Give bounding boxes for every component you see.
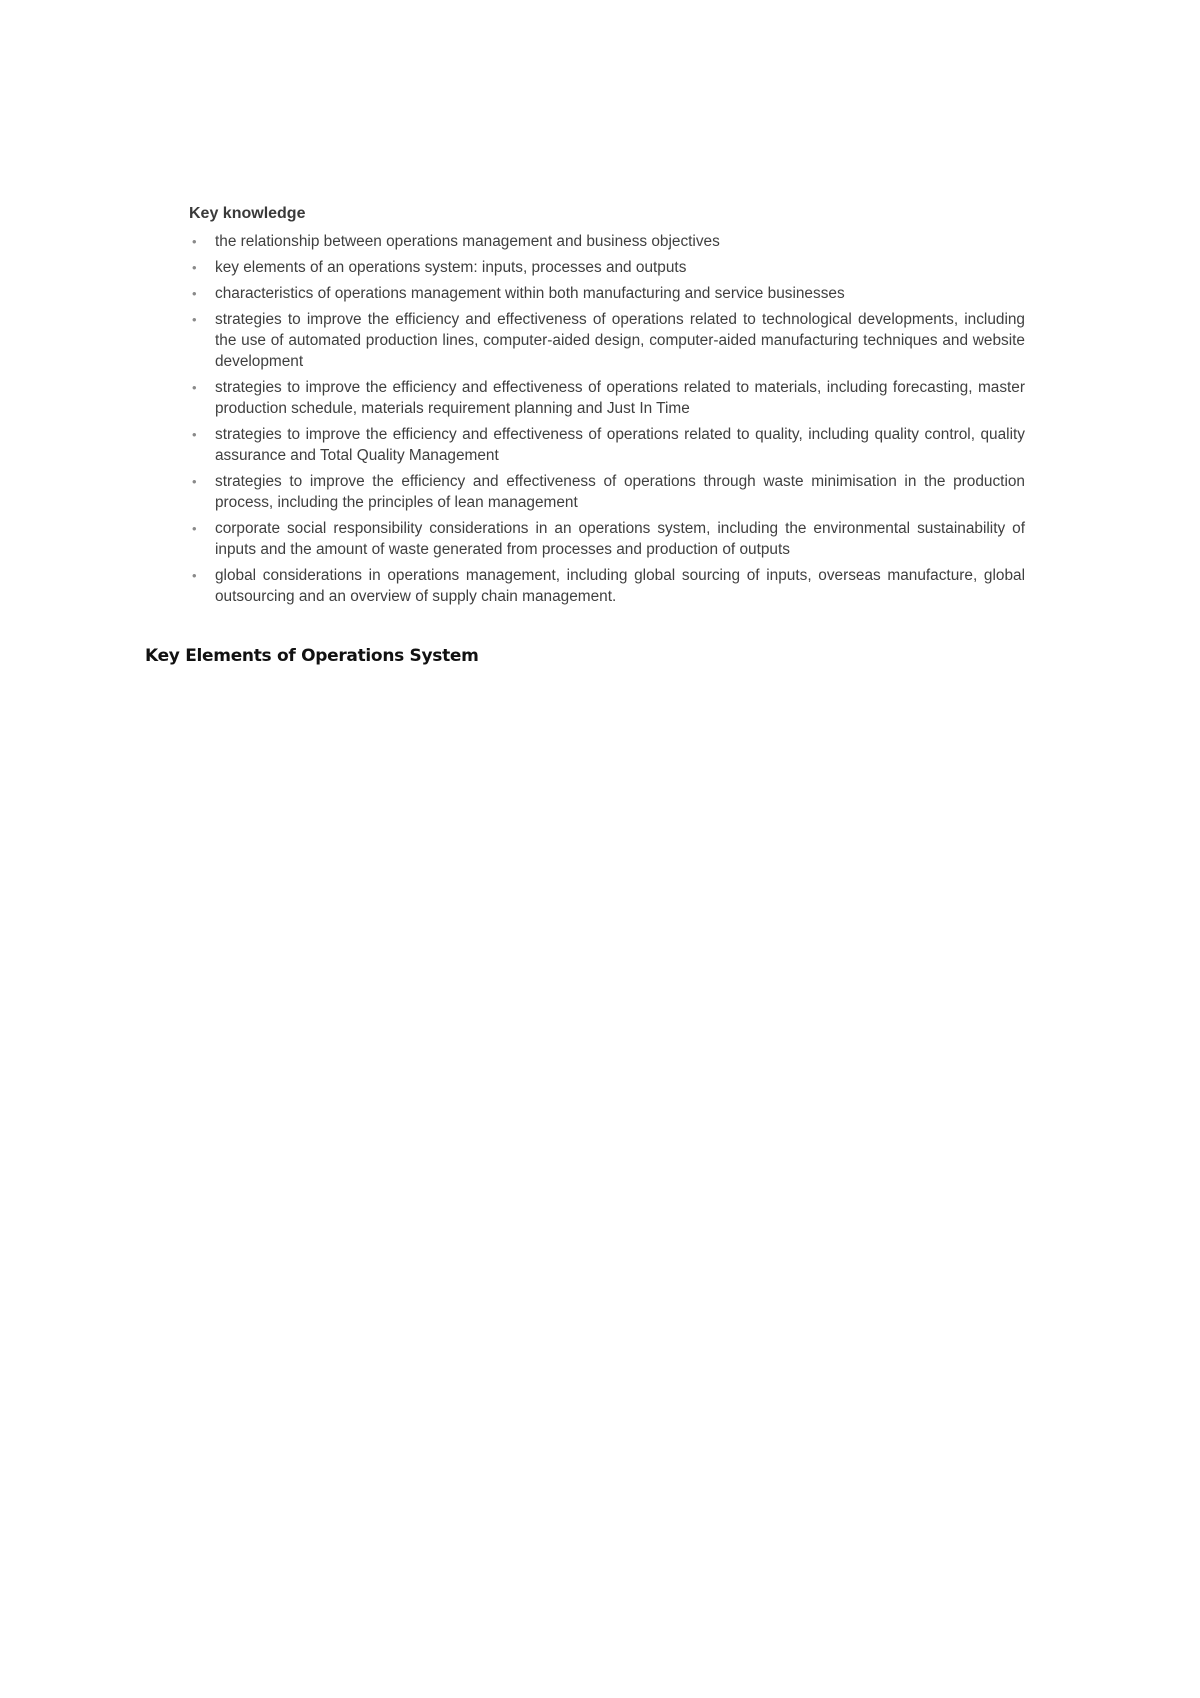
list-item — [189, 377, 1025, 419]
list-item-text: strategies to improve the efficiency and effectiveness of operations related to quality, including quality control, quality assurance and Total Quality Management — [215, 426, 1025, 464]
bullet-icon: • — [192, 260, 197, 275]
list-item — [189, 565, 1025, 607]
bullet-icon: • — [192, 312, 197, 327]
key-knowledge-list — [189, 231, 1025, 607]
list-item-text: corporate social responsibility considerations in an operations system, including the environmental sustainability of inputs and the amount of waste generated from processes and production of outputs — [215, 520, 1025, 558]
bullet-icon: • — [192, 427, 197, 442]
list-item-text: strategies to improve the efficiency and effectiveness of operations related to materials, including forecasting, master production schedule, materials requirement planning and Just In Time — [215, 379, 1025, 417]
bullet-icon: • — [192, 521, 197, 536]
bullet-icon: • — [192, 286, 197, 301]
list-item-text: global considerations in operations management, including global sourcing of inputs, overseas manufacture, global outsourcing and an overview of supply chain management. — [215, 567, 1025, 605]
key-knowledge-block — [189, 204, 1025, 612]
list-item — [189, 518, 1025, 560]
list-item-text: key elements of an operations system: inputs, processes and outputs — [215, 259, 687, 276]
list-item-text: strategies to improve the efficiency and effectiveness of operations through waste minimisation in the production process, including the principles of lean management — [215, 473, 1025, 511]
list-item-text: characteristics of operations management within both manufacturing and service businesses — [215, 285, 845, 302]
bullet-icon: • — [192, 474, 197, 489]
key-knowledge-heading: Key knowledge — [189, 205, 306, 222]
bullet-icon: • — [192, 380, 197, 395]
list-item — [189, 231, 1025, 252]
list-item — [189, 309, 1025, 372]
list-item — [189, 471, 1025, 513]
list-item-text: strategies to improve the efficiency and effectiveness of operations related to technological developments, including the use of automated production lines, computer-aided design, computer-aided manufacturing techniques and website development — [215, 311, 1025, 370]
list-item — [189, 424, 1025, 466]
list-item-text: the relationship between operations management and business objectives — [215, 233, 720, 250]
section-heading: Key Elements of Operations System — [145, 646, 479, 666]
list-item — [189, 283, 1025, 304]
list-item — [189, 257, 1025, 278]
bullet-icon: • — [192, 234, 197, 249]
bullet-icon: • — [192, 568, 197, 583]
